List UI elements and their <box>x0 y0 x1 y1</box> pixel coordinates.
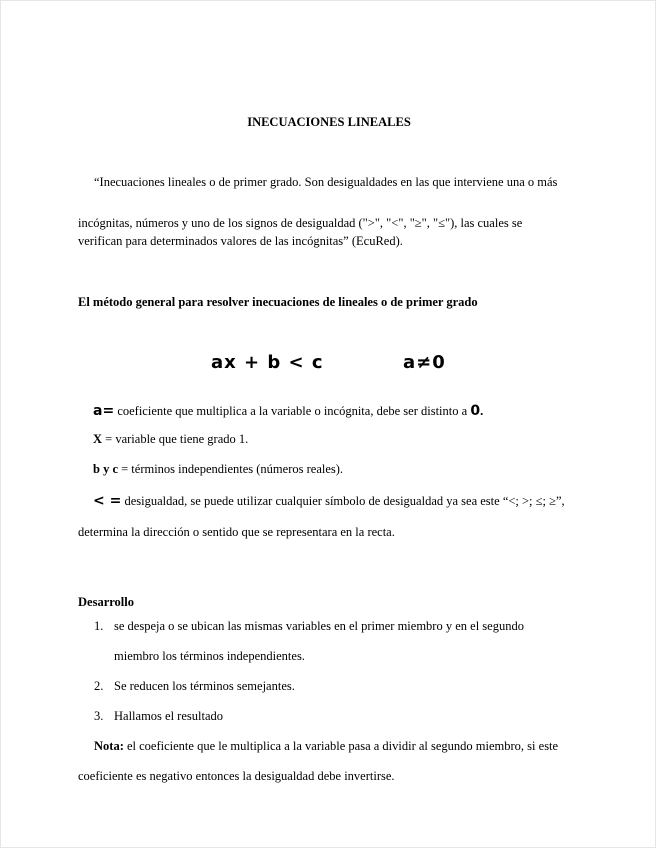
step-text: Hallamos el resultado <box>114 709 223 723</box>
intro-line-1: “Inecuaciones lineales o de primer grado. Son desigualdades en las que interviene una o más <box>94 175 558 189</box>
definition-text: coeficiente que multiplica a la variable o incógnita, debe ser distinto a <box>117 404 468 418</box>
note-line-1 <box>94 739 558 754</box>
definition-term: < = <box>93 493 122 509</box>
definition-text: = variable que tiene grado 1. <box>105 432 249 446</box>
page-title: INECUACIONES LINEALES <box>247 115 411 129</box>
definition-inequality-cont: determina la dirección o sentido que se representara en la recta. <box>78 525 395 539</box>
definition-term: X <box>93 432 103 446</box>
definition-tail: 0 <box>470 403 481 419</box>
definition-text: desigualdad, se puede utilizar cualquier símbolo de desigualdad ya sea este “<; >; ≤; ≥”, <box>124 494 565 508</box>
step-text-cont: miembro los términos independientes. <box>114 649 305 663</box>
intro-line-2: incógnitas, números y uno de los signos de desigualdad (">", "<", "≥", "≤"), las cuales se <box>78 216 523 230</box>
note-label: Nota: <box>94 739 124 753</box>
definition-text: = términos independientes (números reales). <box>121 462 344 476</box>
definition-inequality <box>93 493 565 509</box>
step-text: Se reducen los términos semejantes. <box>114 679 295 693</box>
development-heading: Desarrollo <box>78 595 135 609</box>
method-heading: El método general para resolver inecuaciones de lineales o de primer grado <box>78 295 478 309</box>
intro-line-3: verifican para determinados valores de las incógnitas” (EcuRed). <box>78 234 403 248</box>
step-text: se despeja o se ubican las mismas variables en el primer miembro y en el segundo <box>114 619 524 633</box>
step-number: 3. <box>94 709 104 723</box>
note-text: el coeficiente que le multiplica a la variable pasa a dividir al segundo miembro, si este <box>126 739 559 753</box>
note-line-2: coeficiente es negativo entonces la desigualdad debe invertirse. <box>78 769 395 783</box>
definition-x <box>93 432 248 447</box>
definition-a <box>93 403 483 419</box>
nonzero-condition: a≠0 <box>403 352 446 373</box>
step-number: 1. <box>94 619 104 633</box>
inequality-formula: ax + b < c <box>211 352 324 373</box>
definition-end: . <box>480 404 484 418</box>
definition-term: a= <box>93 403 115 419</box>
definition-b-c <box>93 462 343 477</box>
definition-term: b y c <box>93 462 118 476</box>
step-number: 2. <box>94 679 104 693</box>
